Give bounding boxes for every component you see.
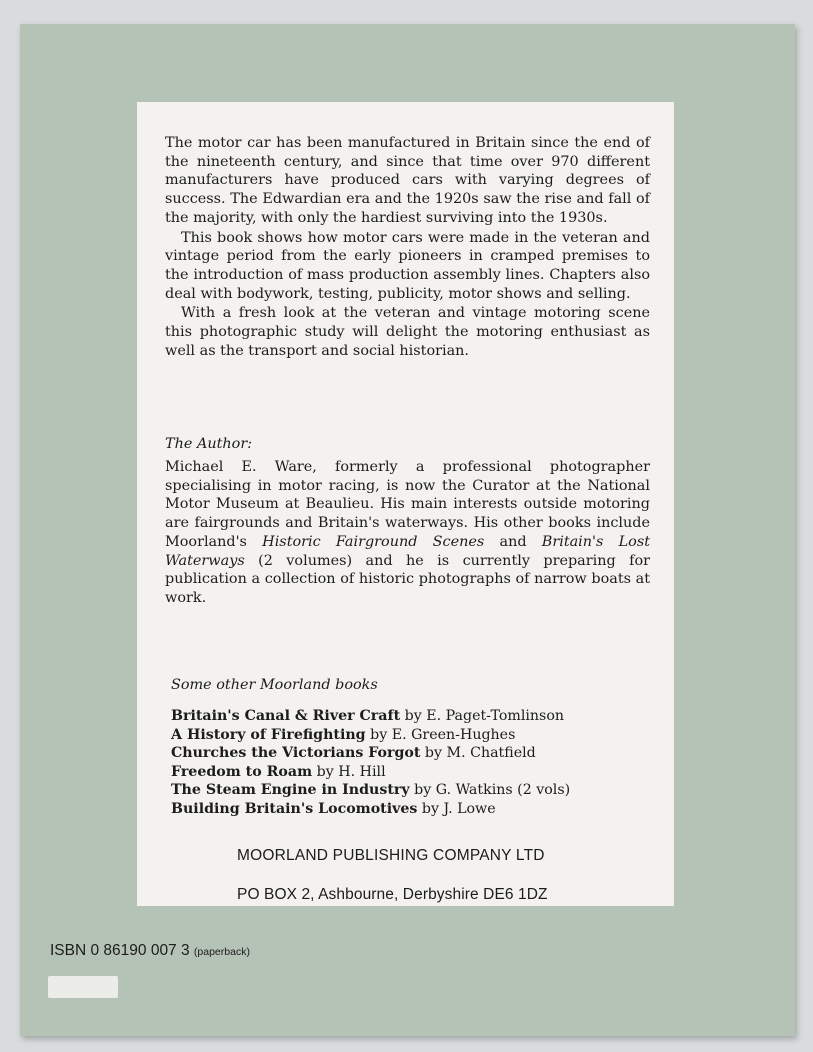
book-byline: by G. Watkins (2 vols)	[409, 782, 571, 799]
book-title-fairground: Historic Fairground Scenes	[262, 533, 485, 550]
author-heading: The Author:	[165, 436, 253, 452]
publisher-name: MOORLAND PUBLISHING COMPANY LTD	[237, 847, 545, 864]
author-bio-text: (2 volumes) and he is currently preparing for publication a collection of historic photographs of narrow boats at work.	[165, 552, 650, 606]
isbn-number: ISBN 0 86190 007 3	[50, 942, 190, 959]
other-books-heading: Some other Moorland books	[171, 677, 378, 693]
list-item	[171, 744, 661, 763]
blurb-paragraph: The motor car has been manufactured in Britain since the end of the nineteenth century, and since that time over 970 different manufacturers have produced cars with varying degrees of success. The Edwardian era and the 1920s saw the rise and fall of the majority, with only the hardiest surviving into the 1930s.	[165, 135, 650, 226]
book-title: The Steam Engine in Industry	[171, 782, 410, 799]
book-title: Britain's Canal & River Craft	[171, 708, 401, 724]
book-byline: by E. Green-Hughes	[365, 726, 516, 743]
other-books-list	[171, 707, 661, 819]
blurb-paragraph: With a fresh look at the veteran and vintage motoring scene this photographic study will delight the motoring enthusiast as well as the transport and social historian.	[165, 305, 650, 359]
list-item	[171, 781, 661, 800]
book-byline: by J. Lowe	[417, 800, 496, 817]
text-panel	[137, 102, 674, 906]
book-title-waterways: Britain's Lost Waterways	[165, 533, 650, 569]
book-title: Freedom to Roam	[171, 763, 313, 780]
isbn-format: (paperback)	[193, 946, 250, 958]
book-title: Churches the Victorians Forgot	[171, 745, 421, 762]
author-bio-text: and	[484, 533, 542, 550]
book-title: Building Britain's Locomotives	[171, 800, 418, 817]
list-item	[171, 707, 661, 726]
book-byline: by H. Hill	[312, 763, 386, 780]
book-byline: by E. Paget-Tomlinson	[400, 708, 564, 724]
blurb	[165, 134, 650, 360]
book-byline: by M. Chatfield	[420, 745, 536, 762]
publisher-address: PO BOX 2, Ashbourne, Derbyshire DE6 1DZ	[237, 886, 548, 903]
list-item	[171, 726, 661, 745]
list-item	[171, 800, 661, 819]
book-back-cover	[20, 24, 795, 1036]
book-title: A History of Firefighting	[171, 726, 366, 743]
author-bio-text: Michael E. Ware, formerly a professional photographer specialising in motor racing, is now the Curator at the National Motor Museum at Beaulieu. His main interests outside motoring are fairgrounds and Britain's waterways. His other books include Moorland's	[165, 459, 650, 550]
price-sticker-residue	[48, 976, 118, 998]
blurb-paragraph: This book shows how motor cars were made in the veteran and vintage period from the early pioneers in cramped premises to the introduction of mass production assembly lines. Chapters also deal with bodywork, testing, publicity, motor shows and selling.	[165, 229, 650, 302]
author-bio	[165, 458, 650, 608]
list-item	[171, 763, 661, 782]
isbn	[50, 942, 250, 960]
